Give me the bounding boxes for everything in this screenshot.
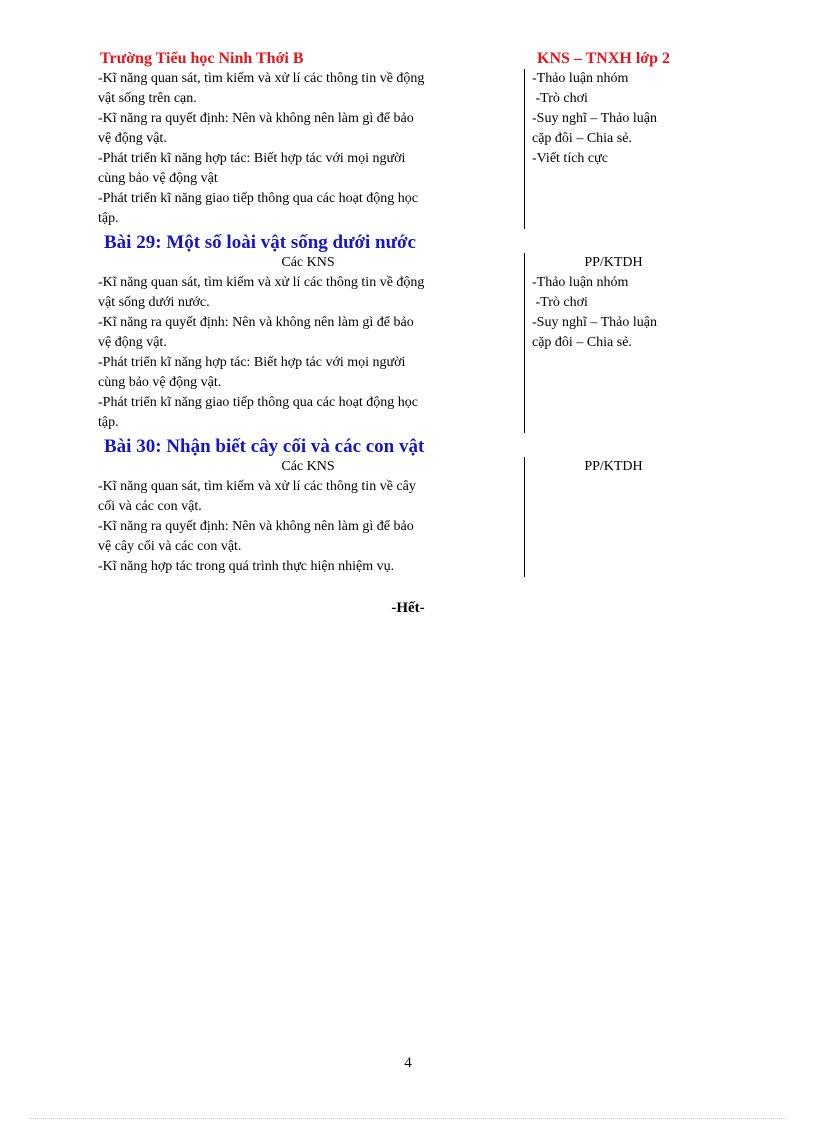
skill-line: -Kĩ năng hợp tác trong quá trình thực hiện nhiệm vụ.	[98, 559, 395, 574]
skill-line: vệ cây cối và các con vật.	[98, 539, 242, 554]
skill-line: -Kĩ năng ra quyết định: Nên và không nên làm gì để bảo	[98, 111, 414, 126]
skill-line: -Phát triển kĩ năng hợp tác: Biết hợp tác với mọi người	[98, 151, 406, 166]
method-line: -Suy nghĩ – Thảo luận	[532, 315, 657, 330]
lesson-29-title: Bài 29: Một số loài vật sống dưới nước	[104, 232, 416, 253]
method-line: -Thảo luận nhóm	[532, 275, 629, 290]
skill-line: cối và các con vật.	[98, 499, 202, 514]
methods-column	[525, 253, 695, 433]
lesson-29-table	[98, 253, 698, 433]
skills-column-header: Các KNS	[281, 459, 335, 474]
skill-line: -Phát triển kĩ năng giao tiếp thông qua các hoạt động học	[98, 395, 418, 410]
skill-line: vệ động vật.	[98, 131, 167, 146]
method-line: -Thảo luận nhóm	[532, 71, 629, 86]
skill-line: -Kĩ năng quan sát, tìm kiếm và xử lí các thông tin về động	[98, 71, 425, 86]
skill-line: vật sống trên cạn.	[98, 91, 197, 106]
methods-column	[525, 69, 695, 229]
skills-column	[98, 253, 525, 433]
skills-column-header: Các KNS	[281, 255, 335, 270]
skill-line: -Kĩ năng ra quyết định: Nên và không nên làm gì để bảo	[98, 519, 414, 534]
page-divider	[30, 1118, 786, 1119]
subject-label: KNS – TNXH lớp 2	[537, 50, 671, 67]
skill-line: tập.	[98, 211, 119, 226]
method-line: -Trò chơi	[532, 295, 588, 310]
skill-line: -Kĩ năng ra quyết định: Nên và không nên làm gì để bảo	[98, 315, 414, 330]
skill-line: vật sống dưới nước.	[98, 295, 210, 310]
skill-line: cùng bảo vệ động vật.	[98, 375, 222, 390]
method-line: -Viết tích cực	[532, 151, 608, 166]
lesson-30-title: Bài 30: Nhận biết cây cối và các con vật	[104, 436, 425, 457]
skill-line: -Phát triển kĩ năng giao tiếp thông qua các hoạt động học	[98, 191, 418, 206]
skill-line: cùng bảo vệ động vật	[98, 171, 218, 186]
skills-column	[98, 69, 525, 229]
lesson-table-prev	[98, 69, 698, 229]
method-line: -Suy nghĩ – Thảo luận	[532, 111, 657, 126]
skill-line: -Phát triển kĩ năng hợp tác: Biết hợp tác với mọi người	[98, 355, 406, 370]
skill-line: tập.	[98, 415, 119, 430]
methods-column-header: PP/KTDH	[584, 459, 643, 474]
methods-column-header: PP/KTDH	[584, 255, 643, 270]
skill-line: vệ động vật.	[98, 335, 167, 350]
end-marker: -Hết-	[391, 600, 425, 616]
skills-column	[98, 457, 525, 577]
skill-line: -Kĩ năng quan sát, tìm kiếm và xử lí các thông tin về cây	[98, 479, 416, 494]
method-line: cặp đôi – Chia sẻ.	[532, 335, 632, 350]
page-number: 4	[404, 1055, 412, 1071]
method-line: -Trò chơi	[532, 91, 588, 106]
methods-column	[525, 457, 695, 577]
method-line: cặp đôi – Chia sẻ.	[532, 131, 632, 146]
lesson-30-table	[98, 457, 698, 577]
skill-line: -Kĩ năng quan sát, tìm kiếm và xử lí các thông tin về động	[98, 275, 425, 290]
school-name: Trường Tiểu học Ninh Thới B	[100, 50, 304, 67]
